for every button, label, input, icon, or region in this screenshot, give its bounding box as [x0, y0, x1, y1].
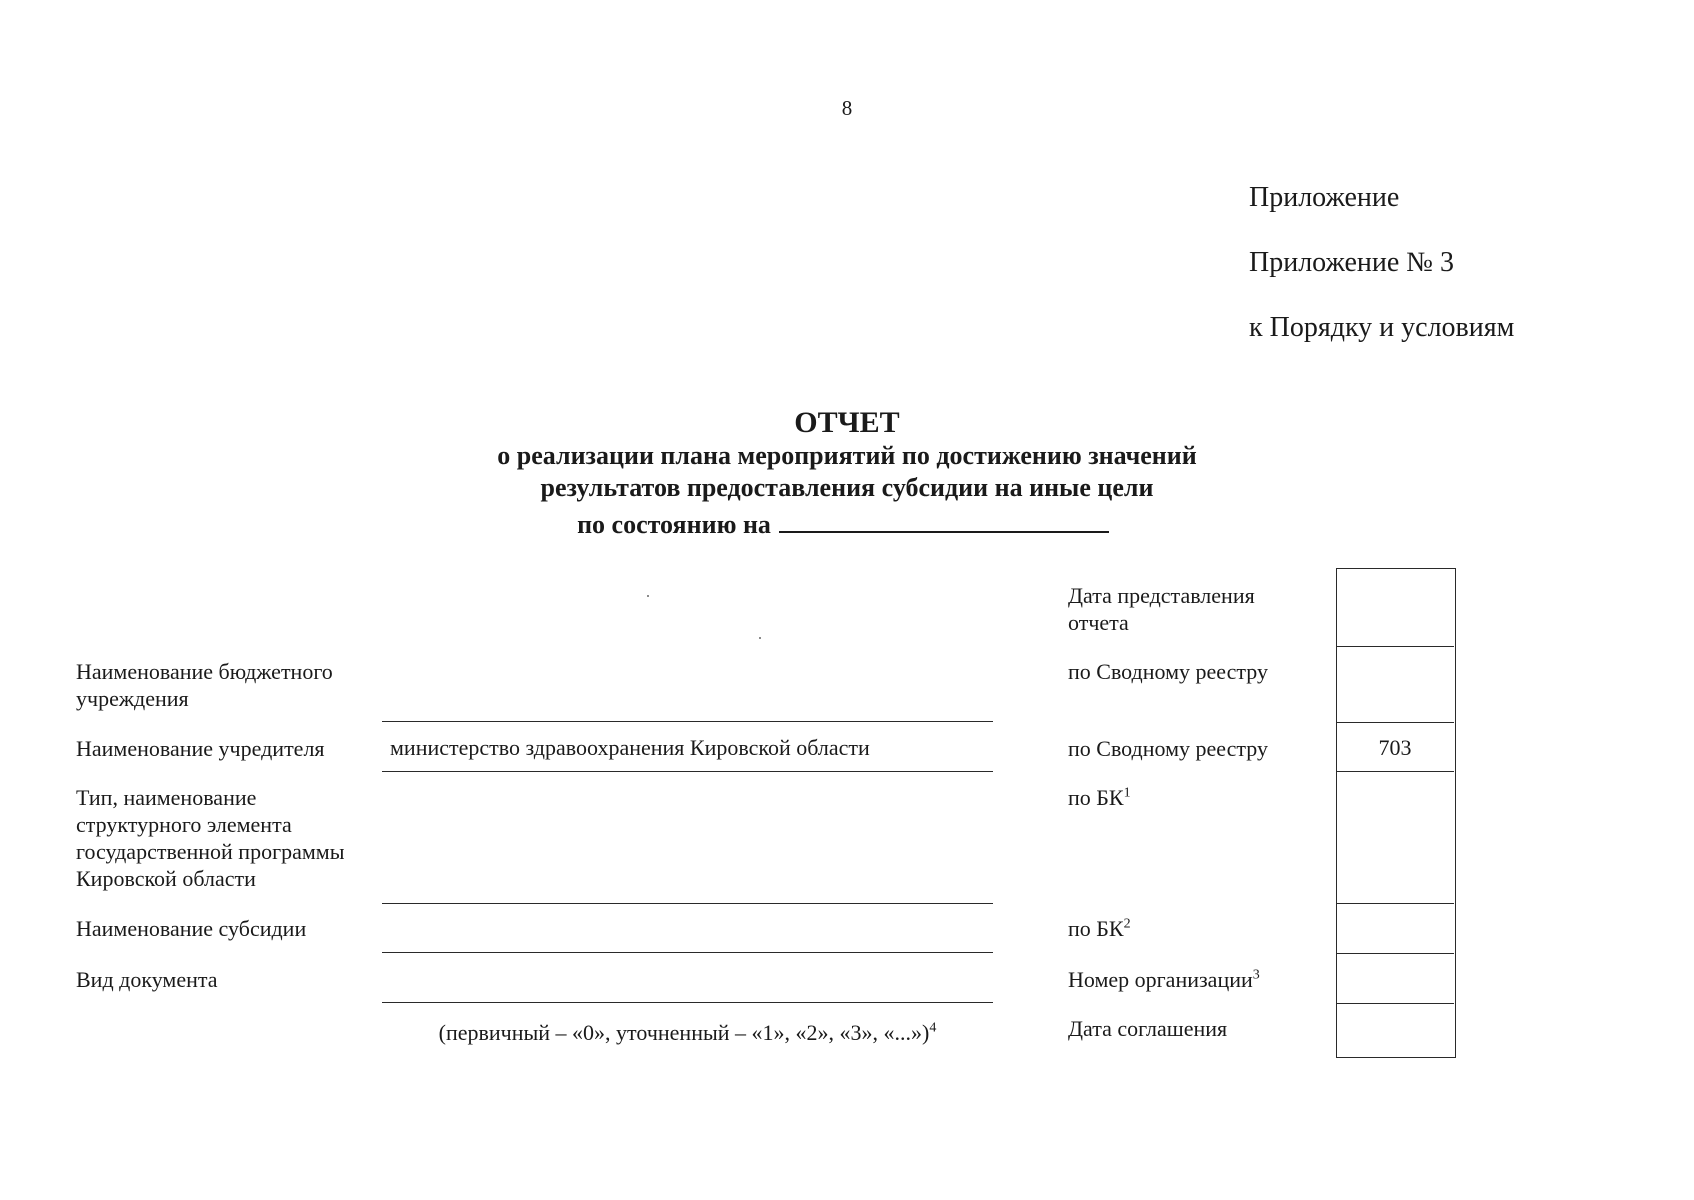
agreement-date-label: Дата соглашения	[1068, 1016, 1228, 1041]
agreement-date-code-cell[interactable]	[1336, 1004, 1454, 1055]
report-date-code-cell[interactable]	[1336, 569, 1454, 645]
appendix-number: Приложение № 3	[1249, 247, 1454, 278]
code-divider	[1336, 722, 1454, 723]
page-number: 8	[841, 96, 853, 120]
founder-value: министерство здравоохранения Кировской области	[390, 735, 870, 760]
registry-code-cell-1[interactable]	[1336, 647, 1454, 721]
doc-type-field[interactable]	[382, 1002, 993, 1003]
institution-label-text: Наименование бюджетного учреждения	[76, 659, 333, 711]
report-date-label-line-1: Дата представления	[1068, 583, 1255, 608]
scan-speck	[647, 595, 649, 597]
doc-type-label: Вид документа	[76, 967, 218, 992]
doc-type-hint	[382, 1020, 993, 1046]
subsidy-label: Наименование субсидии	[76, 916, 307, 941]
appendix-reference: к Порядку и условиям	[1249, 312, 1515, 343]
bk-label-2	[1068, 915, 1131, 942]
bk-code-cell-2[interactable]	[1336, 904, 1454, 952]
appendix-heading: Приложение	[1249, 182, 1400, 213]
report-date-blank[interactable]	[779, 505, 1109, 533]
registry-label-2: по Сводному реестру	[1068, 736, 1268, 761]
report-date-label: по состоянию на	[577, 510, 771, 539]
bk-label-1-text: по БК	[1068, 785, 1124, 810]
doc-type-footnote-mark: 4	[929, 1020, 937, 1036]
report-date-label-line-2: отчета	[1068, 610, 1129, 635]
report-subtitle-line-1: о реализации плана мероприятий по достижению значений	[497, 441, 1197, 470]
bk-code-cell-1[interactable]	[1336, 772, 1454, 902]
bk-label-2-text: по БК	[1068, 916, 1124, 941]
scan-speck	[759, 637, 761, 639]
registry-label-1: по Сводному реестру	[1068, 659, 1268, 684]
bk-label-1	[1068, 784, 1131, 811]
report-date-line	[0, 505, 1690, 540]
org-number-footnote: 3	[1252, 967, 1260, 983]
program-field[interactable]	[382, 903, 993, 904]
report-title: ОТЧЕТ	[794, 406, 900, 439]
program-label-line-2: структурного элемента	[76, 812, 292, 837]
doc-type-hint-text: (первичный – «0», уточненный – «1», «2», «3», «...»)	[438, 1020, 930, 1045]
program-label-line-3: государственной программы	[76, 839, 345, 864]
program-label-line-4: Кировской области	[76, 866, 256, 891]
bk-footnote-2: 2	[1123, 916, 1131, 932]
founder-label: Наименование учредителя	[76, 736, 325, 761]
bk-footnote-1: 1	[1123, 785, 1131, 801]
subsidy-field[interactable]	[382, 952, 993, 953]
institution-label	[76, 658, 376, 712]
report-subtitle-line-2: результатов предоставления субсидии на иные цели	[540, 473, 1154, 502]
org-number-label	[1068, 966, 1260, 993]
org-number-code-cell[interactable]	[1336, 954, 1454, 1002]
org-number-label-text: Номер организации	[1068, 967, 1253, 992]
program-label-line-1: Тип, наименование	[76, 785, 257, 810]
founder-field[interactable]	[382, 771, 993, 772]
institution-field[interactable]	[382, 721, 993, 722]
registry-code-cell-2[interactable]: 703	[1378, 735, 1412, 760]
